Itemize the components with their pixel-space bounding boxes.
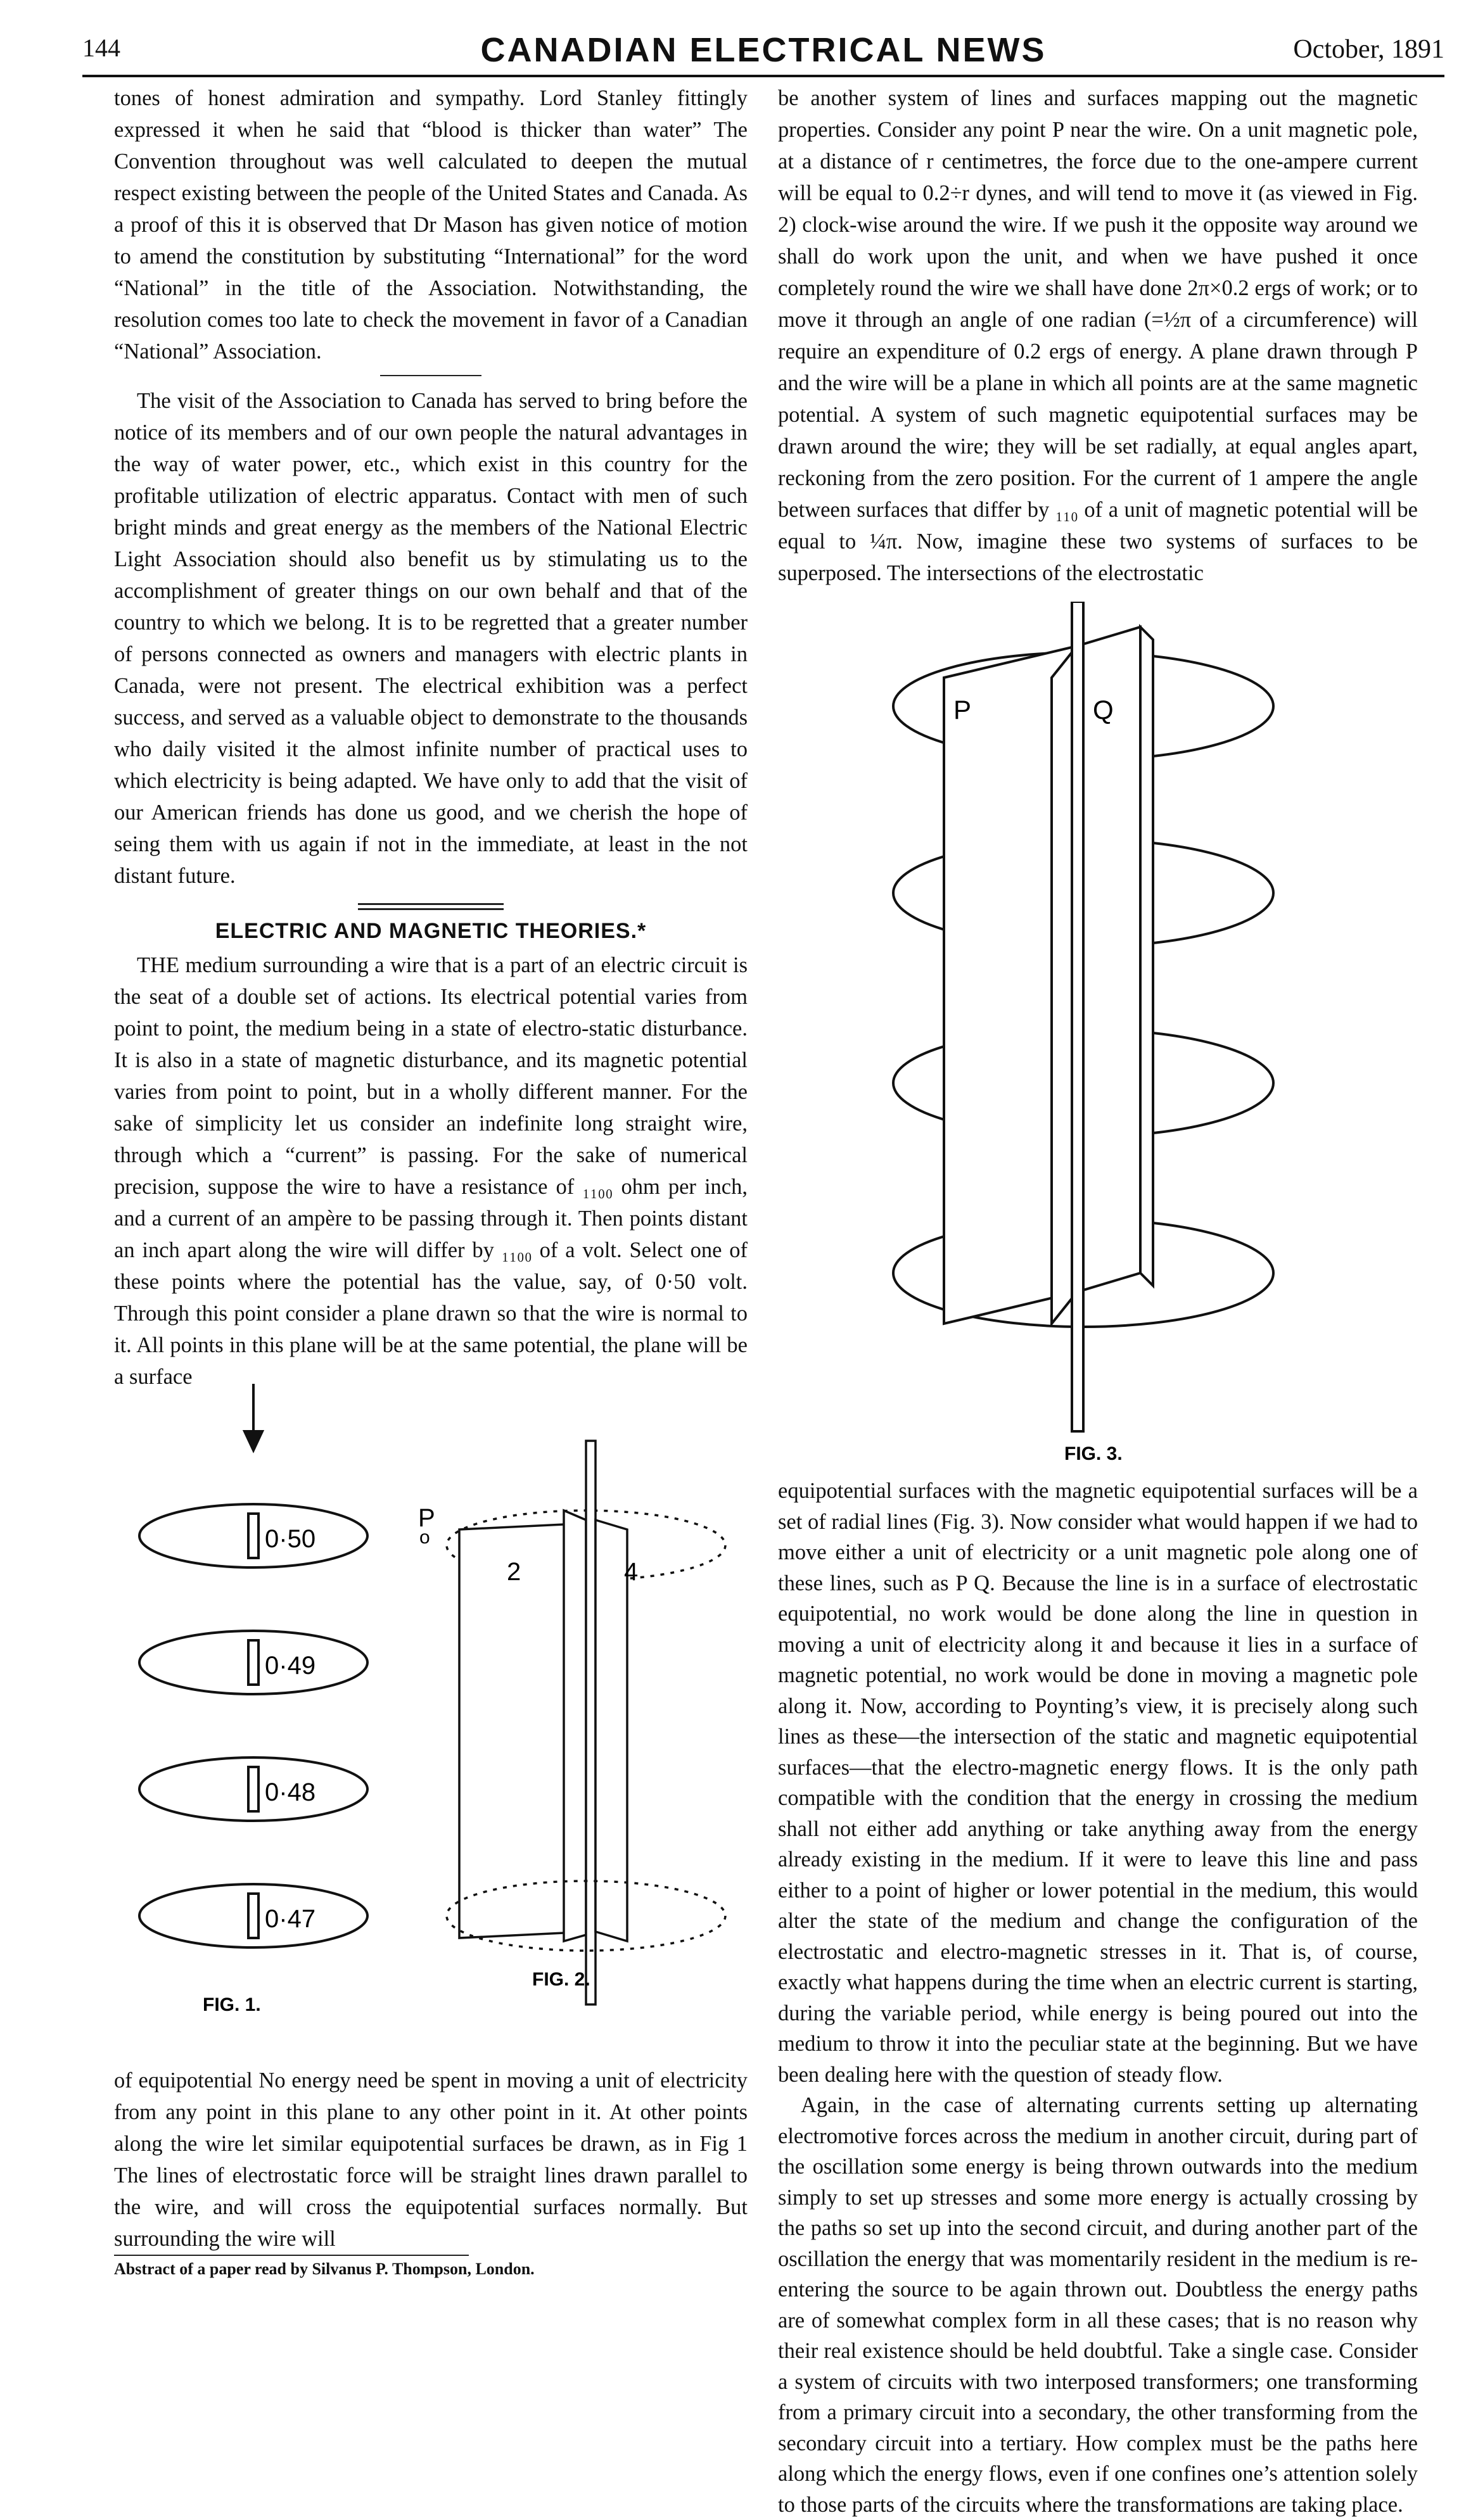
paragraph: tones of honest admiration and sympathy. Lord Stanley fittingly expressed it when he said that “blood is thicker than water” The Convention throughout was well calculated to deepen the mutual respect existing between the people of the United States and Canada. As a proof of this it is observed that Dr Mason has given notice of motion to amend the constitution by substituting “International” for the word “National” in the title of the Association. Notwithstanding, the resolution comes too late to check the movement in favor of a Canadian “National” Association. bbox=[114, 86, 748, 364]
fig2-label-o: o bbox=[419, 1527, 430, 1548]
paragraph: be another system of lines and surfaces mapping out the magnetic properties. Consider any point P near the wire. On a unit magnetic pole, at a distance of r centimetres, the force due to the one-ampere current will be equal to 0.2÷r dynes, and will tend to move it (as viewed in Fig. 2) clock-wise around the wire. If we push it the opposite way around we shall do work upon the unit, and when we have pushed it once completely round the wire we shall have done 2π×0.2 ergs of work; or to move it through an angle of one radian (=½π of a circumference) will require an expenditure of 0.2 ergs of energy. A plane drawn through P and the wire will be a plane in which all points are at the same magnetic potential. A system of such magnetic equipotential surfaces may be drawn around the wire; they will be set radially, at equal angles apart, reckoning from the zero position. For the current of 1 ampere the angle between surfaces that differ by ₁₁₀ of a unit of magnetic potential will be equal to ¼π. Now, imagine these two systems of surfaces to be superposed. The intersections of the electrostatic bbox=[778, 86, 1418, 585]
double-rule bbox=[358, 903, 504, 910]
magnetic-plane bbox=[1077, 627, 1140, 1292]
fig2-label: 4 bbox=[624, 1558, 639, 1586]
wire-segment bbox=[248, 1894, 258, 1938]
wire-segment bbox=[248, 1767, 258, 1811]
potential-label: 0·47 bbox=[265, 1905, 316, 1933]
left-column-bottom bbox=[114, 2042, 748, 2276]
fig3-label-p: P bbox=[953, 695, 972, 725]
figure-2 bbox=[447, 1441, 725, 2004]
paragraph: equipotential surfaces with the magnetic equipotential surfaces will be a set of radial lines (Fig. 3). Now consider what would happen if we had to move either a unit of electricity or a unit magnetic pole along one of these lines, such as P Q. Because the line is in a surface of electrostatic equipotential, no work would be done along the line in question in moving a unit of electricity along it and because it lies in a surface of magnetic potential, no work would be done in moving a magnetic pole along it. Now, according to Poynting’s view, it is precisely along such lines as these—the intersection of the static and magnetic equipotential surfaces—that the electro-magnetic energy flows. It is the only path compatible with the condition that the energy in crossing the medium shall not either add anything or take anything away from the energy already existing in the medium. If it were to leave this line and pass either to a point of higher or lower potential in the medium, this would alter the state of the medium and change the configuration of the electrostatic and electro-magnetic stresses in it. That is, of course, exactly what happens during the time when an electric current is starting, during the variable period, while energy is being poured out into the medium to throw it into the peculiar state at the beginning. But we have been dealing here with the question of steady flow. bbox=[778, 1479, 1418, 2087]
article-title: ELECTRIC AND MAGNETIC THEORIES.* bbox=[215, 919, 647, 943]
figures-1-2 bbox=[95, 1384, 729, 2023]
plane-edge bbox=[596, 1520, 627, 1941]
right-column bbox=[778, 82, 1418, 589]
masthead-title: CANADIAN ELECTRICAL NEWS bbox=[480, 31, 1047, 69]
fig3-label-q: Q bbox=[1093, 695, 1114, 725]
wire-segment bbox=[248, 1640, 258, 1685]
paragraph: The visit of the Association to Canada has served to bring before the notice of its members and of our own people the natural advantages in the way of water power, etc., which exist in this country for the profitable utilization of electric apparatus. Contact with men of such bright minds and great energy as the members of the National Electric Light Association should also benefit us by stimulating us to the accomplishment of greater things on our own behalf and that of the country to which we belong. It is to be regretted that a greater number of persons connected as owners and managers with electric plants in Canada, were not present. The electrical exhibition was a perfect success, and served as a valuable object to demonstrate to the thousands who daily visited it the almost infinite number of practical uses to which electricity is being adapted. We have only to add that the visit of our American friends has done us good, and we cherish the hope of seing them with us again if not in the immediate, at least in the not distant future. bbox=[114, 389, 748, 888]
figure-1 bbox=[139, 1384, 367, 1947]
paragraph: of equipotential No energy need be spent in moving a unit of electricity from any point in this plane to any other point in it. At other points along the wire let similar equipotential surfaces be drawn, as in Fig 1 The lines of electrostatic force will be straight lines drawn parallel to the wire, and will cross the equipotential surfaces normally. But surrounding the wire will bbox=[114, 2068, 748, 2251]
page-number: 144 bbox=[82, 34, 120, 62]
paragraph: Again, in the case of alternating currents setting up alternating electromotive forces across the medium in another circuit, during part of the oscillation some energy is being thrown outwards into the medium simply to set up stresses and some more energy is actually crossing by the paths so set up into the second circuit, and during another part of the oscillation the energy that was momentarily resident in the medium is re-entering the source to be again thrown out. Doubtless the energy paths are of somewhat complex form in all these cases; that is no reason why their real existence should be held doubtful. Take a single case. Consider a system of circuits with two interposed transformers; one transforming from a primary circuit into a secondary, the other transforming from the secondary circuit into a tertiary. How complex must be the paths here along which the energy flows, even if one confines one’s attention solely to those parts of the circuits where the transformations are taking place. bbox=[778, 2093, 1418, 2517]
potential-label: 0·48 bbox=[265, 1778, 316, 1806]
paragraph: THE medium surrounding a wire that is a part of an electric circuit is the seat of a double set of actions. Its electrical potential varies from point to point, the medium being in a state of electro-static disturbance. It is also in a state of magnetic disturbance, and its magnetic potential varies from point to point, but in a wholly different manner. For the sake of simplicity let us consider an indefinite long straight wire, through which a “current” is passing. For the sake of numerical precision, suppose the wire to have a resistance of ₁₁₀₀ ohm per inch, and a current of an ampère to be passing through it. Then points distant an inch apart along the wire will differ by ₁₁₀₀ of a volt. Select one of these points where the potential has the value, say, of 0·50 volt. Through this point consider a plane drawn so that the wire is normal to it. All points in this plane will be at the same potential, the plane will be a surface bbox=[114, 953, 748, 1389]
wire bbox=[586, 1441, 596, 2004]
plane-edge bbox=[564, 1510, 586, 1941]
issue-date: October, 1891 bbox=[1293, 35, 1444, 64]
potential-label: 0·50 bbox=[265, 1525, 316, 1553]
figure-2-caption: FIG. 2. bbox=[532, 1969, 590, 1990]
fig2-label: 2 bbox=[507, 1558, 521, 1586]
figure-3-planes bbox=[944, 627, 1153, 1324]
figure-3 bbox=[874, 602, 1356, 1463]
potential-label: 0·49 bbox=[265, 1652, 316, 1680]
section-divider bbox=[380, 375, 481, 376]
footnote-rule bbox=[114, 2255, 469, 2256]
figure-3-drawing bbox=[874, 602, 1356, 1463]
wire bbox=[1072, 602, 1083, 1431]
figure-1-2-drawing bbox=[95, 1384, 729, 2023]
fig2-label-p: P bbox=[418, 1504, 435, 1532]
plane-fold bbox=[1140, 627, 1153, 1286]
figure-3-caption: FIG. 3. bbox=[1064, 1443, 1123, 1463]
header-rule bbox=[82, 75, 1444, 77]
footnote: Abstract of a paper read by Silvanus P. Thompson, London. bbox=[114, 2260, 535, 2278]
left-column bbox=[114, 82, 748, 1393]
arrow-head-icon bbox=[245, 1431, 262, 1450]
page-header bbox=[82, 30, 1444, 75]
figure-1-caption: FIG. 1. bbox=[203, 1994, 261, 2015]
right-column-bottom bbox=[778, 1476, 1418, 2520]
wire-segment bbox=[248, 1514, 258, 1558]
